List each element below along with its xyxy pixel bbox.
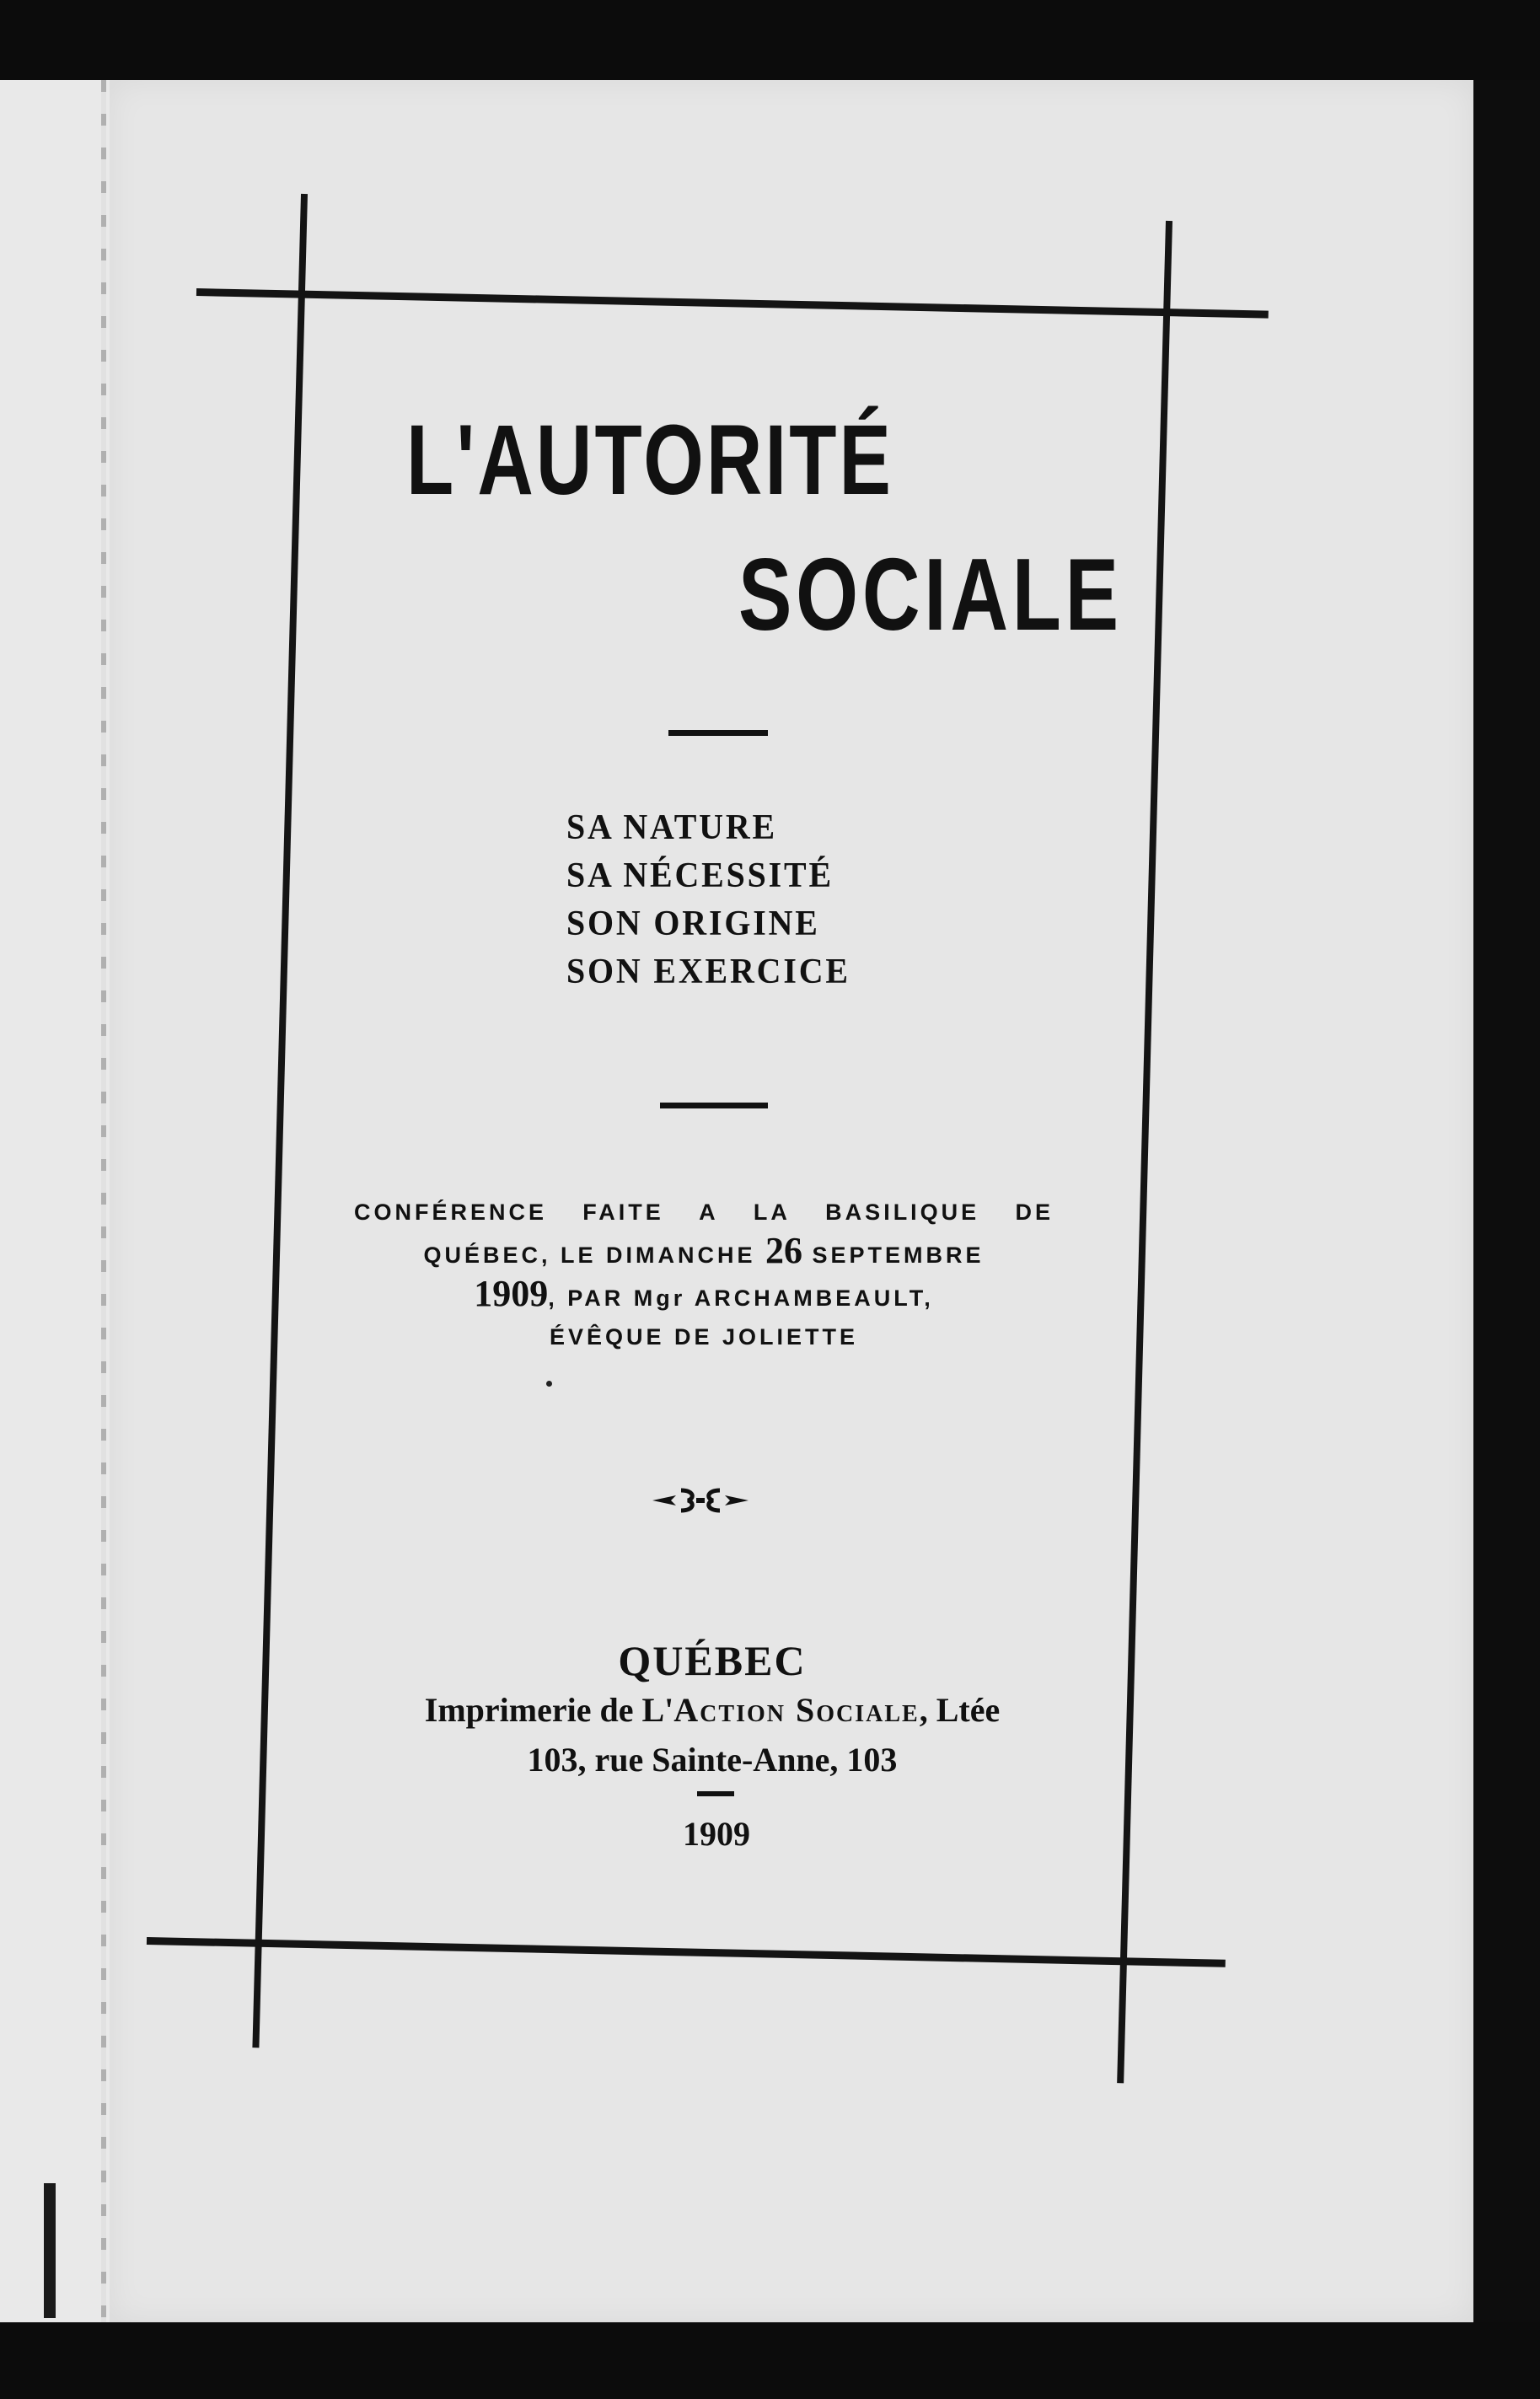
imprint-city: QUÉBEC	[618, 1637, 807, 1684]
title-line-1: L'AUTORITÉ	[406, 405, 894, 516]
conference-year: 1909	[474, 1273, 549, 1314]
separator-dash	[668, 730, 768, 736]
separator-dash	[697, 1791, 734, 1796]
conference-line-1: CONFÉRENCE FAITE A LA BASILIQUE DE	[354, 1200, 1054, 1225]
scan-mark	[44, 2183, 56, 2318]
printer-suffix: , Ltée	[919, 1691, 1001, 1729]
imprint-printer	[320, 1684, 1104, 1736]
conference-line-2	[354, 1232, 1054, 1275]
scanner-background-right	[1473, 80, 1540, 2322]
subtitle-item: SON ORIGINE	[566, 904, 820, 943]
conference-text: SEPTEMBRE	[802, 1242, 985, 1268]
conference-text: , PAR Mgr ARCHAMBEAULT,	[548, 1285, 934, 1311]
imprint-block	[320, 1637, 1104, 1784]
conference-note	[354, 1193, 1054, 1356]
printer-prefix: Imprimerie de L'	[424, 1691, 674, 1729]
subtitle-item: SON EXERCICE	[566, 953, 850, 991]
subtitle-item: SA NATURE	[566, 808, 777, 847]
conference-text: QUÉBEC, LE DIMANCHE	[423, 1242, 765, 1268]
previous-page-edge	[0, 80, 110, 2322]
separator-dash	[660, 1103, 768, 1108]
subtitle-item: SA NÉCESSITÉ	[566, 856, 834, 895]
subtitle-list	[566, 804, 866, 996]
imprint-address: 103, rue Sainte-Anne, 103	[527, 1741, 898, 1779]
imprint-year: 1909	[683, 1815, 750, 1853]
printer-ornament-icon	[651, 1485, 750, 1516]
page-gutter-edge	[101, 80, 106, 2322]
conference-line-3	[354, 1275, 1054, 1318]
ink-dot	[546, 1381, 552, 1387]
conference-day: 26	[765, 1230, 802, 1271]
conference-line-4: ÉVÊQUE DE JOLIETTE	[549, 1324, 859, 1350]
printer-name: Action Sociale	[673, 1691, 920, 1729]
title-line-2: SOCIALE	[738, 537, 1123, 652]
